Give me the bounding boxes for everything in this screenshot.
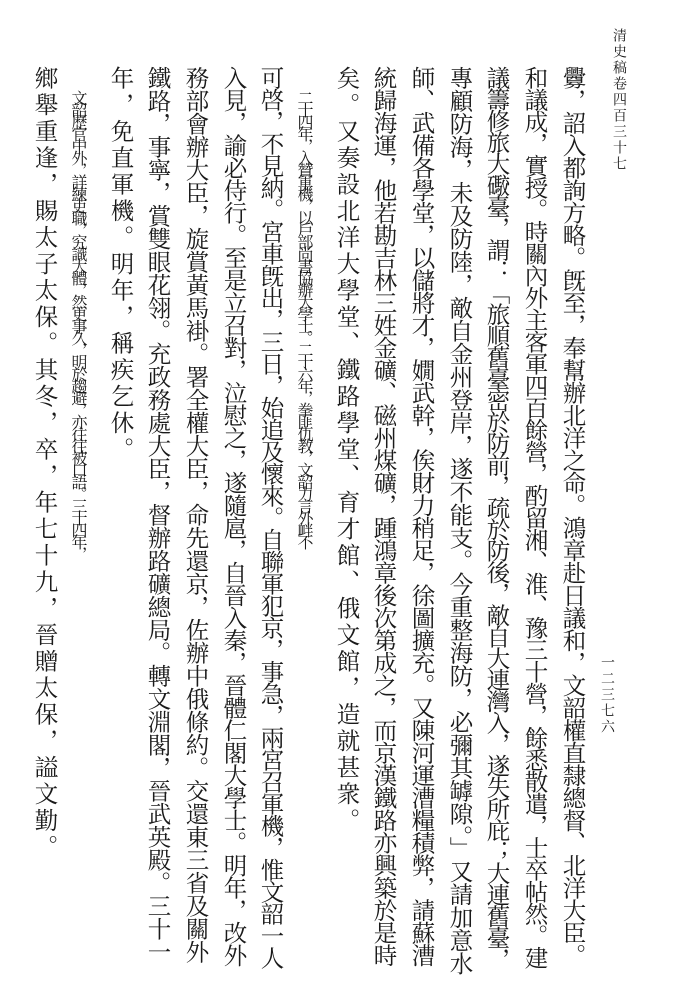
- text-column-4: 專顧防海，未及防陸，敵自金州登岸，遂不能支。今重整海防，必彌其罅隙。」又請加意水: [445, 66, 474, 975]
- text-column-6: 統歸海運，他若勘吉林三姓金礦、磁州煤礦，踵鴻章後次第成之，而京漢鐵路亦興築於是時: [369, 66, 398, 966]
- text-column-5: 師、武備各學堂，以儲將才，嫺武幹，俟財力稍足，徐圖擴充。又陳河運漕糧積弊，請蘇漕: [407, 66, 436, 966]
- text-column-12: 鐵路，事寧，賞雙眼花翎。充政務處大臣，督辦路礦總局。轉文淵閣，晉武英殿。三十一: [143, 66, 172, 963]
- page-number: 一二三七六: [599, 655, 615, 735]
- text-column-13: 年，免直軍機。明年，稱疾乞休。: [106, 66, 135, 464]
- text-column-2: 和議成，實授。時關內外主客軍四百餘營，酌留湘、淮、豫三十營，餘悉散遣，士卒帖然。建: [520, 66, 549, 968]
- text-column-10: 入見，諭必侍行。至是立召對，泣慰之，遂隨扈，自晉入秦，晉體仁閣大學士。明年，改外: [219, 66, 248, 966]
- text-column-7: 矣。又奏設北洋大學堂、鐵路學堂、育才館、俄文館，造就甚衆。: [332, 66, 361, 835]
- text-column-14: 文韶歷官中外，詳練吏職，究識大體，然更事久，明於趨避，亦往往被口語。三十四年，: [69, 90, 88, 558]
- text-column-9: 可啓，不見納。宮車旣出，三日，始追及懷來。自聯軍犯京，事急，兩宮召軍機，惟文韶一人: [256, 66, 285, 968]
- text-column-1: 釁，詔入都詢方略。旣至，奉幫辦北洋之命。鴻章赴日議和，文韶權直隸總督、北洋大臣。: [558, 66, 587, 966]
- text-column-8: 二十四年，入贊軍機，以戶部尚書協辦大學士。二十六年，拳匪仇教，文韶力言外衅不: [295, 90, 314, 546]
- text-column-15: 鄉舉重逢，賜太子太保。其冬，卒，年七十九，晉贈太保，謚文勤。: [30, 66, 59, 861]
- text-column-11: 務部會辦大臣，旋賞黃馬褂。署全權大臣，命先還京，佐辦中俄條約。交還東三省及關外: [181, 66, 210, 963]
- running-title: 清史稿卷四百三十七: [611, 28, 627, 172]
- text-column-3: 議籌修旅大礮臺，謂：「旅順舊臺密於防前，疏於防後，敵自大連灣入，遂失所庇；大連舊臺，: [482, 66, 511, 969]
